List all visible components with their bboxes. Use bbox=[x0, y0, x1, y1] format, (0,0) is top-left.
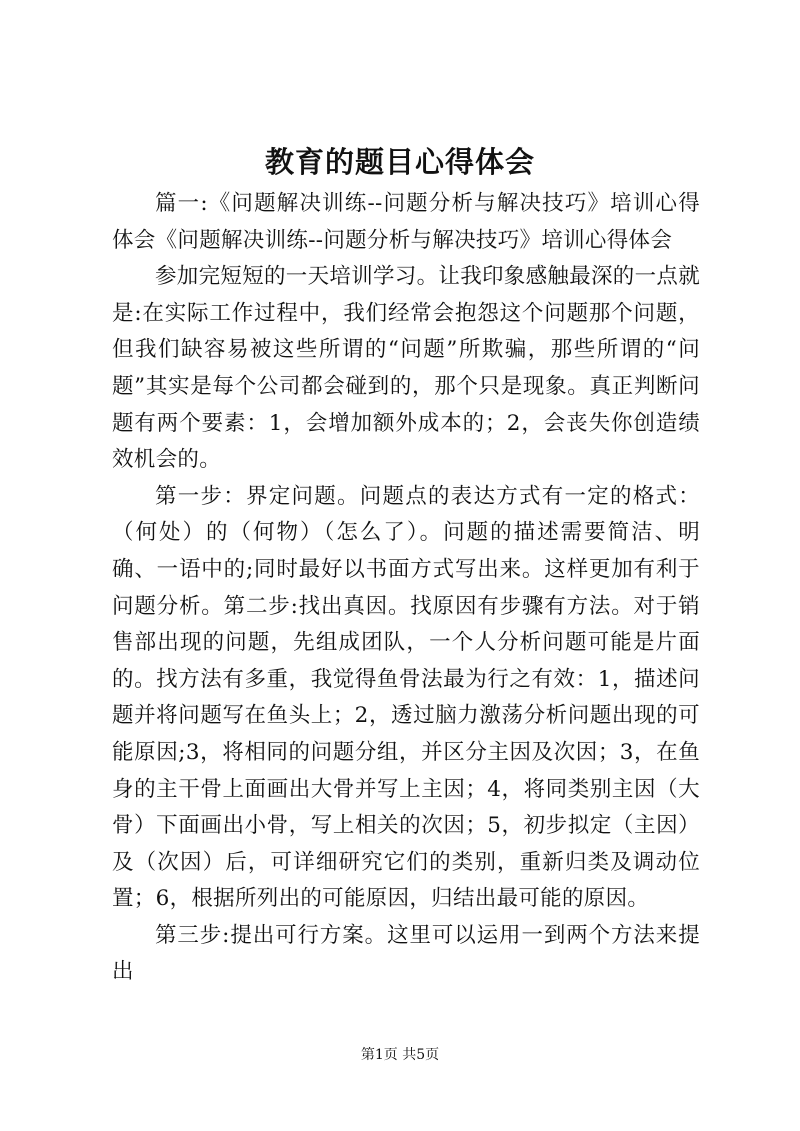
document-body bbox=[112, 186, 700, 991]
paragraph-4: 第三步:提出可行方案。这里可以运用一到两个方法来提出 bbox=[112, 922, 700, 985]
paragraph-1: 篇一:《问题解决训练--问题分析与解决技巧》培训心得体会《问题解决训练--问题分析与解决技巧》培训心得体会 bbox=[112, 191, 700, 253]
paragraph-2: 参加完短短的一天培训学习。让我印象感触最深的一点就是:在实际工作过程中，我们经常会抱怨这个问题那个问题，但我们缺容易被这些所谓的“问题”所欺骗，那些所谓的“问题”其实是每个公司都会碰到的，那个只是现象。真正判断问题有两个要素：1，会增加额外成本的；2，会丧失你创造绩效机会的。 bbox=[112, 264, 701, 473]
page-title: 教育的题目心得体会 bbox=[264, 145, 535, 179]
page-number-footer: 第1页 共5页 bbox=[360, 1047, 440, 1063]
paragraph-3: 第一步：界定问题。问题点的表达方式有一定的格式：（何处）的（何物）（怎么了）。问题的描述需要简洁、明确、一语中的;同时最好以书面方式写出来。这样更加有利于问题分析。第二步:找出真因。找原因有步骤有方法。对于销售部出现的问题，先组成团队，一个人分析问题可能是片面的。找方法有多重，我觉得鱼骨法最为行之有效：1，描述问题并将问题写在鱼头上；2，透过脑力激荡分析问题出现的可能原因;3，将相同的问题分组，并区分主因及次因；3，在鱼身的主干骨上面画出大骨并写上主因；4，将同类别主因（大骨）下面画出小骨，写上相关的次因；5，初步拟定（主因）及（次因）后，可详细研究它们的类别，重新归类及调动位置；6，根据所列出的可能原因，归结出最可能的原因。 bbox=[112, 483, 700, 912]
